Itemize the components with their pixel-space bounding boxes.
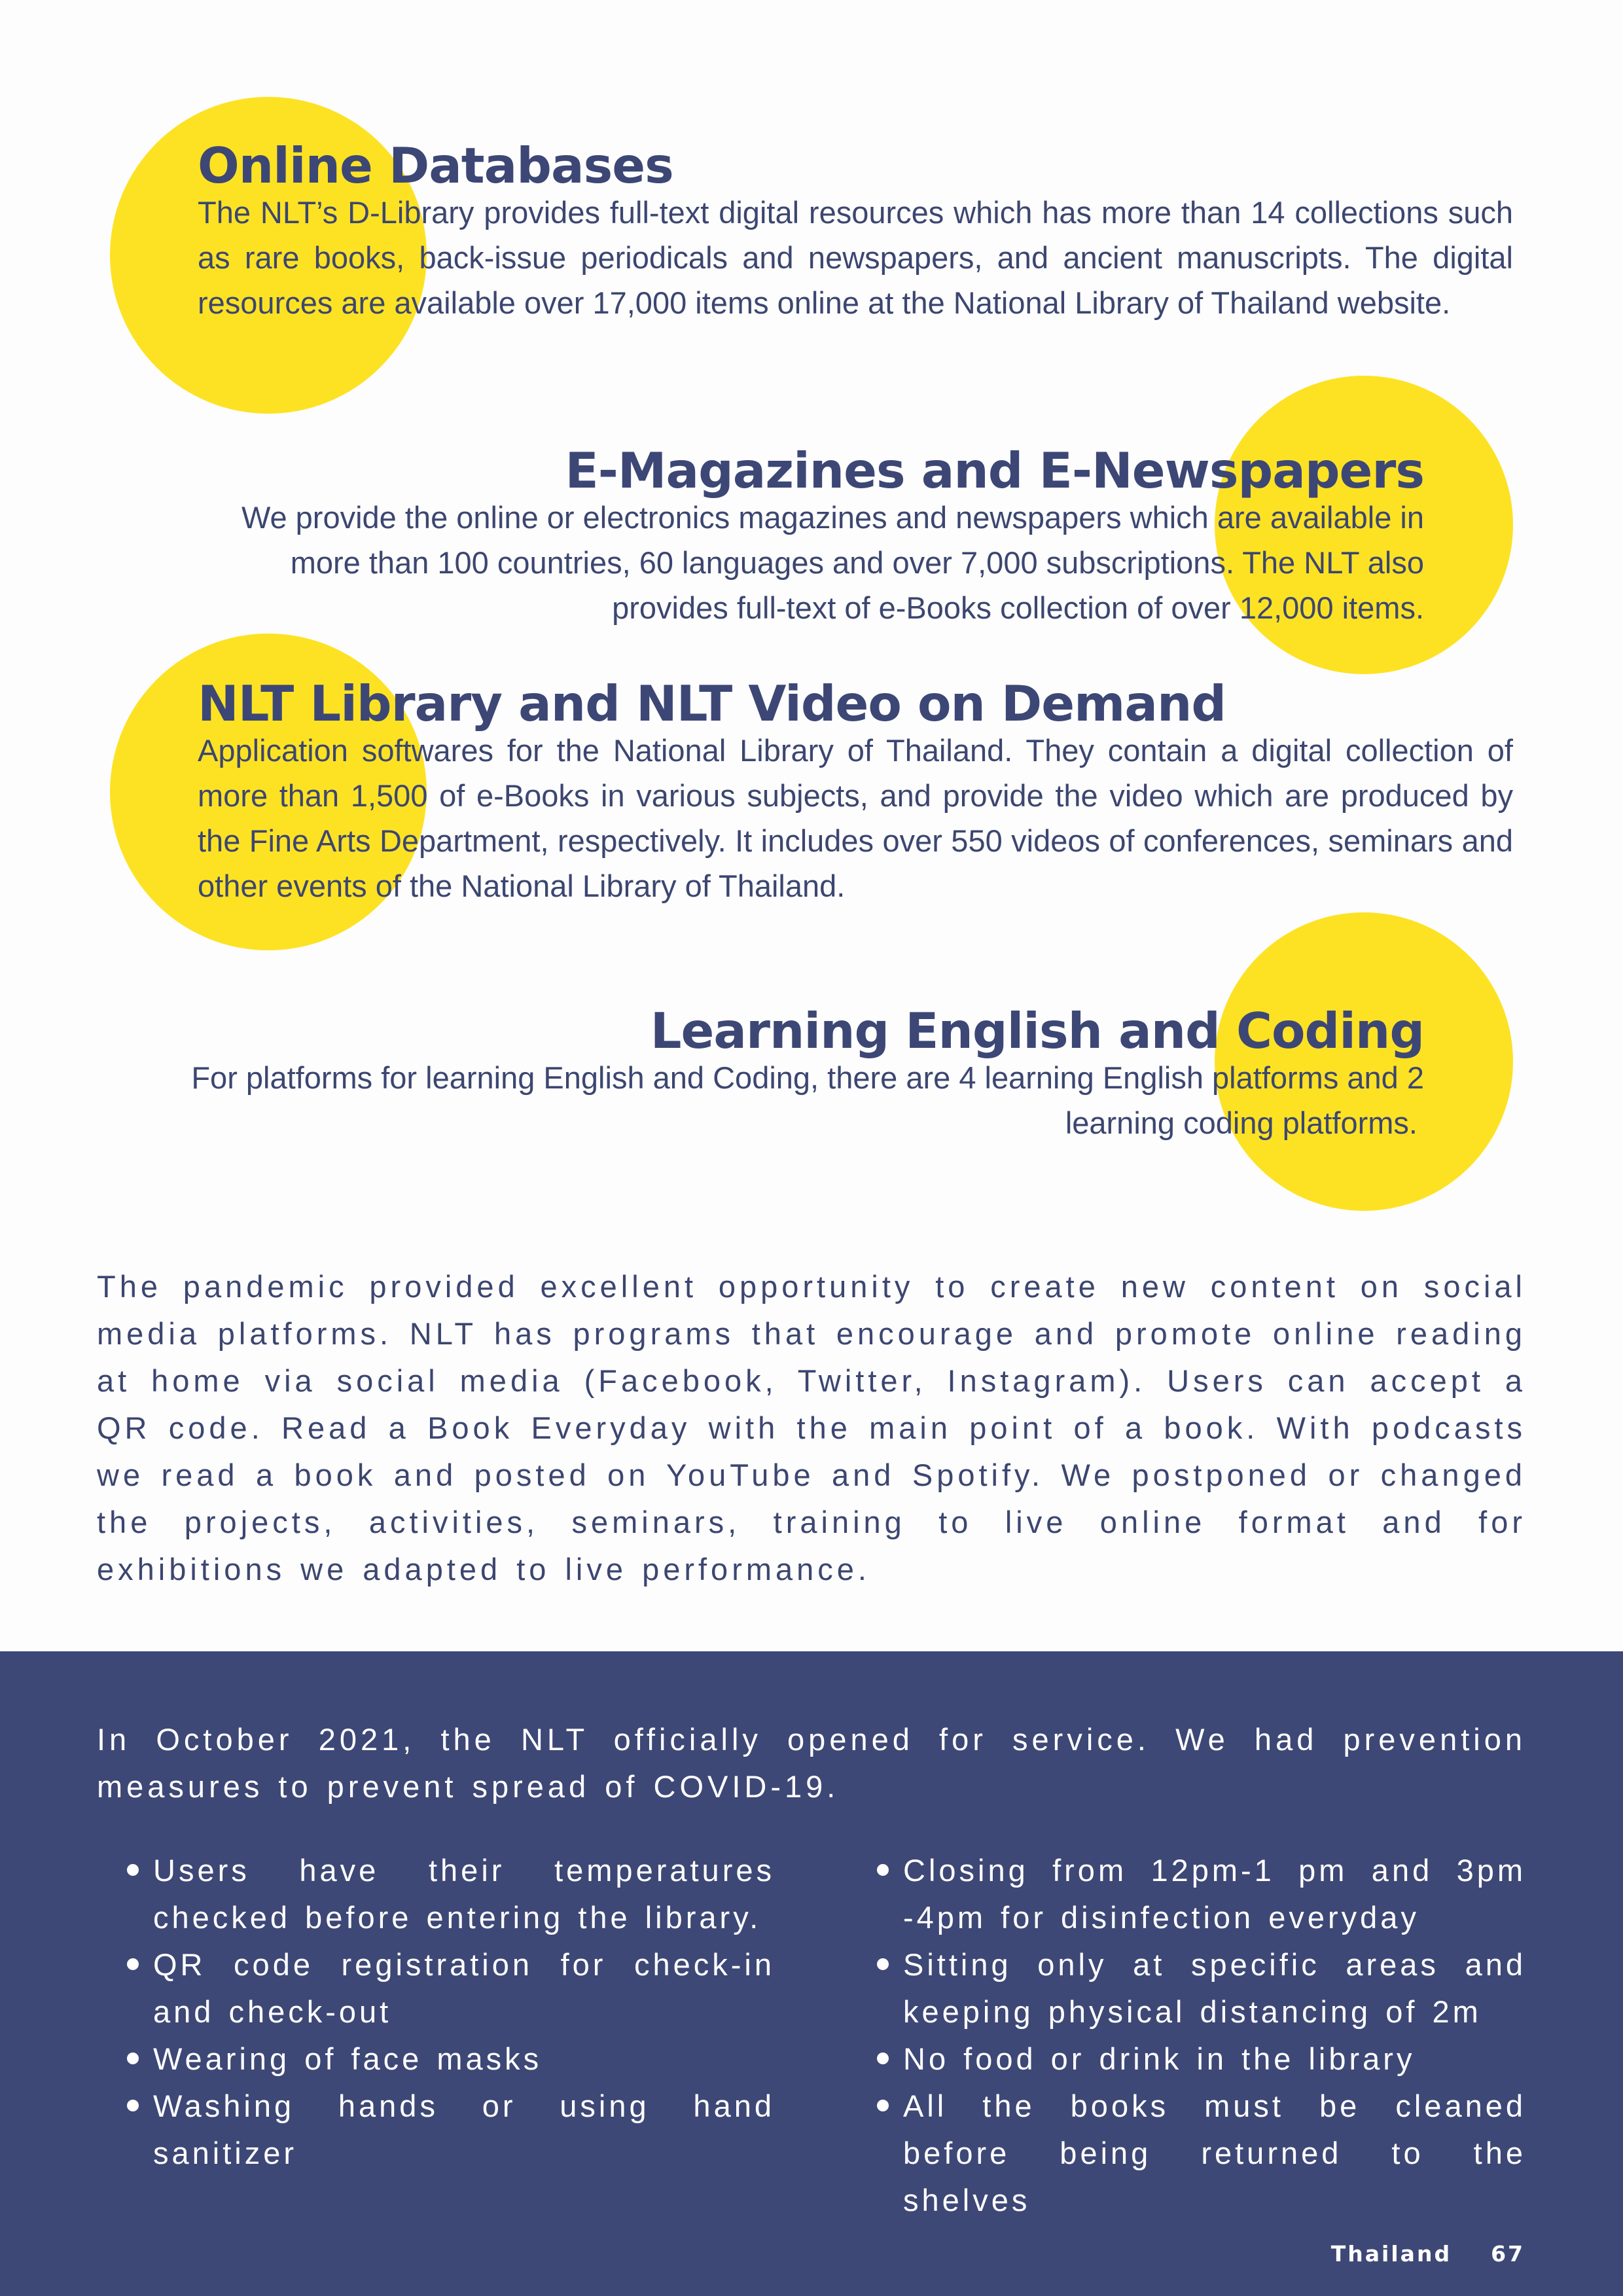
section-body-line: provides full-text of e-Books collection of over 12,000 items. [612,590,1424,625]
section-learning-english-coding [98,1001,1424,1145]
section-online-databases [198,136,1513,325]
reopening-intro: In October 2021, the NLT officially opened for service. We had prevention measures to prevent spread of COVID-19. [97,1722,1526,1804]
bullet-icon [127,2100,139,2111]
section-body [131,495,1424,630]
section-title: Learning English and Coding [650,1002,1424,1060]
section-e-magazines [131,441,1424,630]
section-title: E-Magazines and E-Newspapers [565,442,1424,499]
section-title: Online Databases [198,137,673,194]
bullet-icon [127,2053,139,2064]
list-item: Washing hands or using hand sanitizer [97,2083,775,2177]
bullet-icon [127,1864,139,1876]
section-body-line: more than 100 countries, 60 languages and over 7,000 subscriptions. The NLT also [290,545,1424,580]
section-title: NLT Library and NLT Video on Demand [198,675,1226,732]
list-item: QR code registration for check-in and check-out [97,1941,775,2036]
section-body [98,1055,1424,1145]
list-item: Wearing of face masks [97,2036,775,2083]
footer-country: Thailand [1330,2241,1452,2267]
bullet-icon [877,2053,889,2064]
bullet-icon [877,2100,889,2111]
bullet-icon [127,1958,139,1970]
pandemic-paragraph: The pandemic provided excellent opportunity to create new content on social media platforms. NLT has programs that encourage and promote online reading at home via social media (Facebook, Twitter, Instagram). Users can accept a QR code. Read a Book Everyday with the main point of a book. With podcasts we read a book and posted on YouTube and Spotify. We postponed or changed the projects, activities, seminars, training to live online format and for exhibitions we adapted to live performance. [97,1269,1526,1587]
section-nlt-library-video [198,674,1513,908]
section-body: Application softwares for the National Library of Thailand. They contain a digital collection of more than 1,500 of e-Books in various subjects, and provide the video which are produced by the Fine Arts Department, respectively. It includes over 550 videos of conferences, seminars and other events of the National Library of Thailand. [198,733,1513,903]
bullet-icon [877,1958,889,1970]
section-body-line: learning coding platforms. [1065,1105,1418,1140]
list-item: Users have their temperatures checked before entering the library. [97,1847,775,1941]
list-item: All the books must be cleaned before being returned to the shelves [847,2083,1526,2224]
page-number: 67 [1491,2241,1525,2267]
list-item: Sitting only at specific areas and keeping physical distancing of 2m [847,1941,1526,2036]
section-body-line: We provide the online or electronics magazines and newspapers which are available in [241,500,1424,535]
page-footer [1331,2241,1525,2267]
list-item: Closing from 12pm-1 pm and 3pm -4pm for disinfection everyday [847,1847,1526,1941]
bullet-icon [877,1864,889,1876]
section-body-line: For platforms for learning English and Coding, there are 4 learning English platforms and 2 [191,1060,1424,1095]
list-item: No food or drink in the library [847,2036,1526,2083]
prevention-list-right [847,1847,1526,2224]
prevention-list-left [97,1847,775,2177]
section-body: The NLT’s D-Library provides full-text digital resources which has more than 14 collections such as rare books, back-issue periodicals and newspapers, and ancient manuscripts. The digital resources are available over 17,000 items online at the National Library of Thailand website. [198,195,1513,320]
